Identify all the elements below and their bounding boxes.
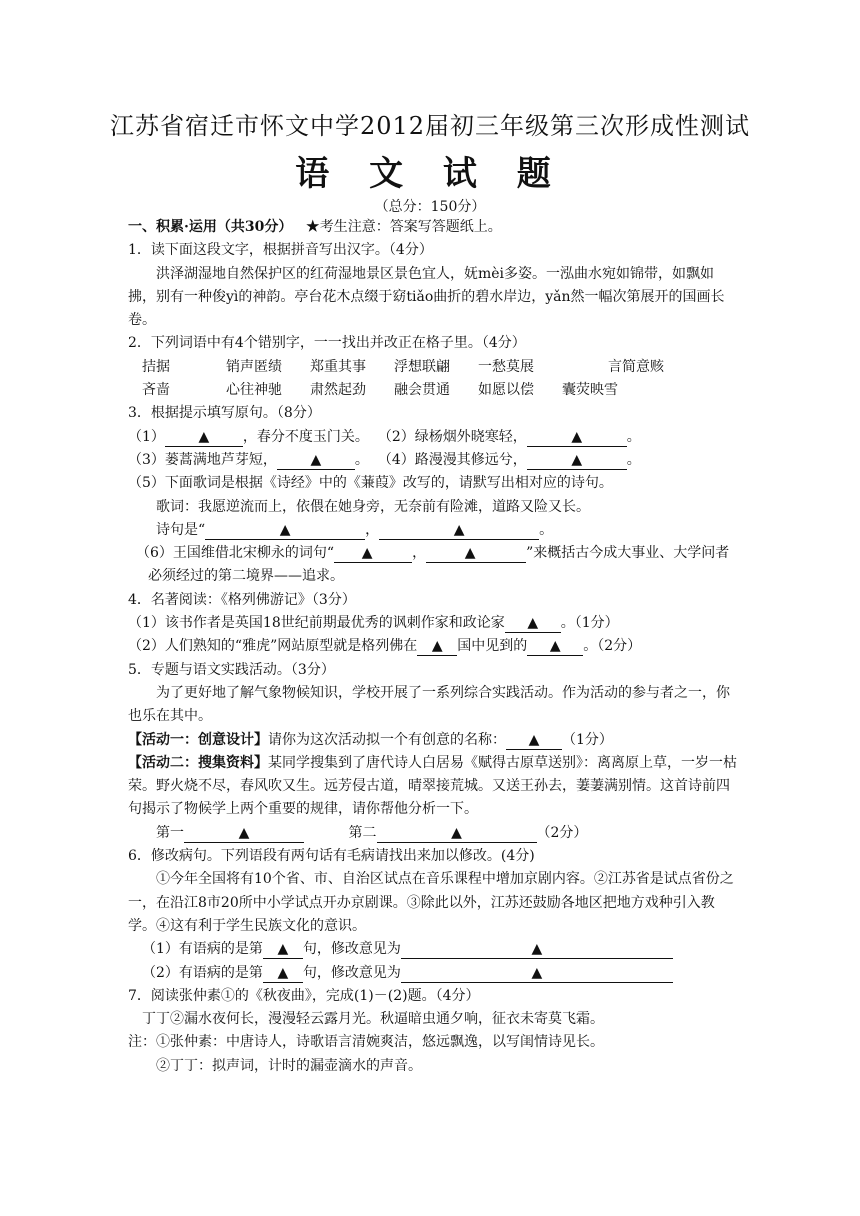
q6-text: 句，修改意见为: [302, 941, 401, 958]
word: 融会贯通: [394, 382, 450, 399]
q4-text: 。（2分）: [583, 638, 642, 655]
q5-text: （1分）: [562, 731, 613, 748]
q7-note2: ②丁丁：拟声词，计时的漏壶滴水的声音。: [156, 1057, 422, 1074]
answer-blank: ▲: [527, 428, 627, 447]
answer-blank: ▲: [401, 940, 673, 959]
q4-text: 。（1分）: [560, 615, 619, 632]
q3-text: （6）王国维借北宋柳永的词句“: [136, 545, 335, 562]
q3-text: ，春分不度玉门关。: [242, 428, 369, 445]
q6-text: ①今年全国将有10个省、市、自治区试点在音乐课程中增加京剧内容。②江苏省是试点省份之一，在沿江8市20所中小学试点开办京剧课。③除此以外，江苏还鼓励各地区把地方戏种引入教学。④这有利于学生民族文化的意识。: [128, 871, 734, 934]
q3-line3: （5）下面歌词是根据《诗经》中的《蒹葭》改写的，请默写出相对应的诗句。: [128, 475, 613, 492]
q4-text: （2）人们熟知的“雅虎”网站原型就是格列佛在: [128, 638, 418, 655]
q6-prompt: 6．修改病句。下列语段有两句话有毛病请找出来加以修改。(4分): [128, 848, 535, 865]
answer-blank: ▲: [277, 451, 355, 470]
answer-blank: ▲: [426, 544, 526, 563]
answer-blank: ▲: [506, 731, 562, 750]
q3-text: 。: [626, 428, 641, 445]
q3-line6: [128, 542, 738, 589]
q2-row1: [128, 356, 738, 379]
word: 郑重其事: [310, 358, 366, 375]
q3-lyrics: 歌词：我愿逆流而上，依偎在她身旁，无奈前有险滩，道路又险又长。: [156, 498, 590, 515]
q1-prompt: 1．读下面这段文字，根据拼音写出汉字。（4分）: [128, 242, 433, 259]
word: 囊荧映雪: [562, 382, 618, 399]
q1-text: 洪泽湖湿地自然保护区的红荷湿地景区景色宜人，妩mèi多姿。一泓曲水宛如锦带，如飘如拂，别有一种俊yì的神韵。亭台花木点缀于窈tiǎo曲折的碧水岸边，yǎn然一幅次第展开的国画长卷。: [128, 265, 725, 329]
answer-blank: ▲: [505, 614, 561, 633]
q4-text: （1）该书作者是英国18世纪前期最优秀的讽刺作家和政论家: [128, 615, 505, 632]
q7-poem: 丁丁②漏水夜何长，漫漫轻云露月光。秋逼暗虫通夕响，征衣未寄莫飞霜。: [142, 1011, 604, 1028]
q5-answer-line: [128, 822, 738, 845]
activity-label: 【活动二：搜集资料】: [128, 754, 268, 771]
q3-text: ，: [365, 521, 380, 538]
answer-blank: ▲: [417, 637, 457, 656]
q3-text: （4）路漫漫其修远兮，: [377, 451, 527, 468]
answer-blank: ▲: [379, 521, 539, 540]
exam-content: [128, 216, 738, 1078]
word: 拮据: [142, 358, 170, 375]
word: 言简意赅: [608, 358, 664, 375]
word: 销声匿绩: [226, 358, 282, 375]
q6-line2: [128, 962, 738, 985]
q5-text: 请你为这次活动拟一个有创意的名称：: [268, 731, 506, 748]
answer-blank: ▲: [263, 964, 303, 983]
q7-prompt: 7．阅读张仲素①的《秋夜曲》，完成(1)－(2)题。（4分）: [128, 987, 480, 1004]
q5-poem: 离离原上草，一岁一枯荣。野火烧不尽，春风吹又生。远芳侵古道，晴翠接荒城。又送王孙去，萋萋满别情。: [128, 754, 737, 795]
q5-intro: 为了更好地了解气象物候知识，学校开展了一系列综合实践活动。作为活动的参与者之一，你也乐在其中。: [128, 684, 730, 725]
word: 肃然起劲: [310, 382, 366, 399]
word: 心往神驰: [226, 382, 282, 399]
answer-blank: ▲: [527, 637, 583, 656]
q2-prompt: 2．下列词语中有4个错别字，一一找出并改正在格子里。（4分）: [128, 335, 526, 352]
q5-text: 某同学搜集到了唐代诗人白居易《赋得古原草送别》：: [268, 754, 597, 771]
q4-prompt: 4．名著阅读：《格列佛游记》（3分）: [128, 591, 356, 608]
q3-text: ，: [412, 545, 427, 562]
q3-line1: [128, 426, 738, 449]
answer-blank: ▲: [527, 451, 627, 470]
total-score: （总分：150分）: [374, 199, 486, 215]
q3-text: 。: [354, 451, 369, 468]
exam-header-title: 江苏省宿迁市怀文中学2012届初三年级第三次形成性测试: [109, 112, 751, 140]
q4-text: 国中见到的: [457, 638, 528, 655]
q5-activity2: [128, 752, 738, 822]
q5-activity1: [128, 729, 738, 752]
q3-line2: [128, 449, 738, 472]
q4-line1: [128, 612, 738, 635]
q4-line2: [128, 635, 738, 658]
answer-blank: ▲: [165, 428, 243, 447]
answer-blank: ▲: [205, 521, 365, 540]
answer-blank: ▲: [401, 964, 673, 983]
q5-text: 第一: [156, 824, 184, 841]
q5-prompt: 5．专题与语文实践活动。（3分）: [128, 661, 335, 678]
activity-label: 【活动一：创意设计】: [128, 731, 268, 748]
q7-note1: 注：①张仲素：中唐诗人，诗歌语言清婉爽洁，悠远飘逸，以写闺情诗见长。: [128, 1034, 604, 1051]
q5-text: 第二: [348, 824, 377, 841]
q6-line1: [128, 938, 738, 961]
answer-blank: ▲: [334, 544, 412, 563]
word: 吝啬: [142, 382, 170, 399]
q3-text: 诗句是“: [156, 521, 206, 538]
q3-poem-line: [128, 519, 738, 542]
q5-text: （2分）: [536, 824, 588, 841]
q6-text: （2）有语病的是第: [142, 964, 263, 981]
answer-blank: ▲: [377, 824, 537, 843]
q2-row2: [128, 379, 738, 402]
q3-text: ”来概括古今成大事业、大学问者必须经过的第二境界——追求。: [148, 545, 730, 585]
q3-text: （3）蒌蒿满地芦芽短，: [128, 451, 277, 468]
word: 如愿以偿: [478, 382, 534, 399]
answer-blank: ▲: [184, 824, 304, 843]
section-title: 一、积累·运用（共30分）: [128, 219, 293, 235]
q3-text: 。: [539, 521, 554, 538]
q3-prompt: 3．根据提示填写原句。（8分）: [128, 405, 321, 422]
q5-text: 这首诗前四句揭示了物候学上两个重要的规律，请你帮他分析一下。: [128, 778, 730, 818]
q6-text: （1）有语病的是第: [142, 941, 263, 958]
word: 浮想联翩: [394, 358, 450, 375]
section-note: ★考生注意：答案写答题纸上。: [305, 219, 502, 235]
q3-text: （2）绿杨烟外晓寒轻，: [377, 428, 527, 445]
subject-title: 语 文 试 题: [295, 154, 565, 194]
q6-text: 句，修改意见为: [302, 964, 401, 981]
answer-blank: ▲: [263, 940, 303, 959]
q3-text: （1）: [128, 428, 165, 445]
word: 一愁莫展: [478, 358, 534, 375]
q3-text: 。: [626, 451, 641, 468]
section-heading: [128, 216, 738, 239]
